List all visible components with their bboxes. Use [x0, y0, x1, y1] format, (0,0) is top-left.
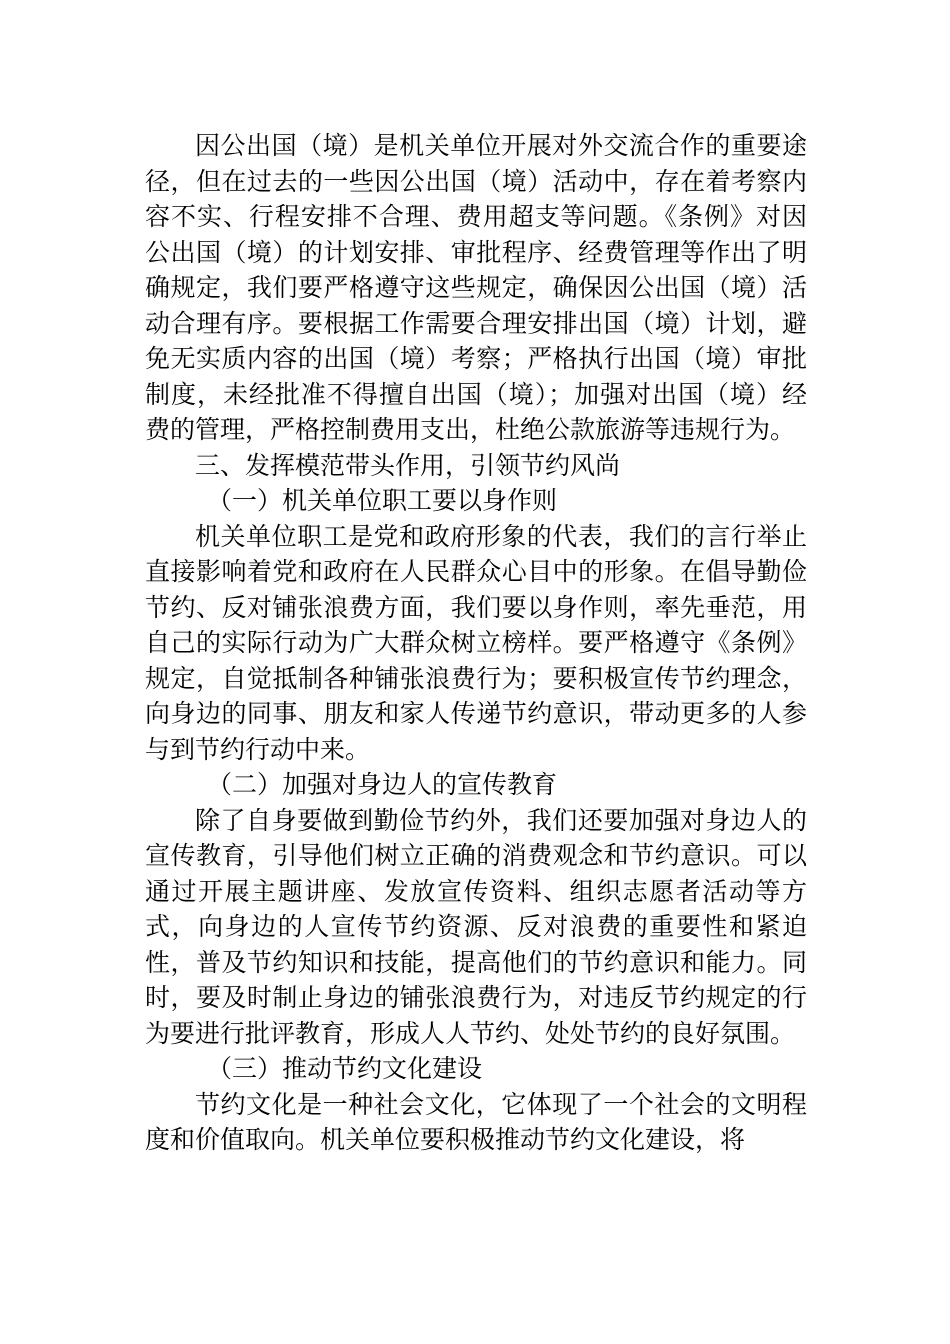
paragraph-education: 除了自身要做到勤俭节约外，我们还要加强对身边人的宣传教育，引导他们树立正确的消费观念和节约意识。可以通过开展主题讲座、发放宣传资料、组织志愿者活动等方式，向身边的人宣传节约资源、反对浪费的重要性和紧迫性，普及节约知识和技能，提高他们的节约意识和能力。同时，要及时制止身边的铺张浪费行为，对违反节约规定的行为要进行批评教育，形成人人节约、处处节约的良好氛围。 [145, 805, 807, 1048]
subheading-one: （一）机关单位职工要以身作则 [207, 486, 558, 515]
section-heading-three: 三、发挥模范带头作用，引领节约风尚 [195, 450, 621, 480]
subheading-two: （二）加强对身边人的宣传教育 [207, 770, 558, 799]
subheading-three: （三）推动节约文化建设 [207, 1054, 483, 1083]
document-page [145, 128, 807, 1158]
paragraph-lead-by-example: 机关单位职工是党和政府形象的代表，我们的言行举止直接影响着党和政府在人民群众心目中的形象。在倡导勤俭节约、反对铺张浪费方面，我们要以身作则，率先垂范，用自己的实际行动为广大群众树立榜样。要严格遵守《条例》规定，自觉抵制各种铺张浪费行为；要积极宣传节约理念，向身边的同事、朋友和家人传递节约意识，带动更多的人参与到节约行动中来。 [145, 521, 807, 764]
paragraph-frugal-culture: 节约文化是一种社会文化，它体现了一个社会的文明程度和价值取向。机关单位要积极推动节约文化建设，将 [145, 1089, 807, 1154]
paragraph-overseas-travel: 因公出国（境）是机关单位开展对外交流合作的重要途径，但在过去的一些因公出国（境）活动中，存在着考察内容不实、行程安排不合理、费用超支等问题。《条例》对因公出国（境）的计划安排、审批程序、经费管理等作出了明确规定，我们要严格遵守这些规定，确保因公出国（境）活动合理有序。要根据工作需要合理安排出国（境）计划，避免无实质内容的出国（境）考察；严格执行出国（境）审批制度，未经批准不得擅自出国（境）；加强对出国（境）经费的管理，严格控制费用支出，杜绝公款旅游等违规行为。 [145, 131, 807, 444]
